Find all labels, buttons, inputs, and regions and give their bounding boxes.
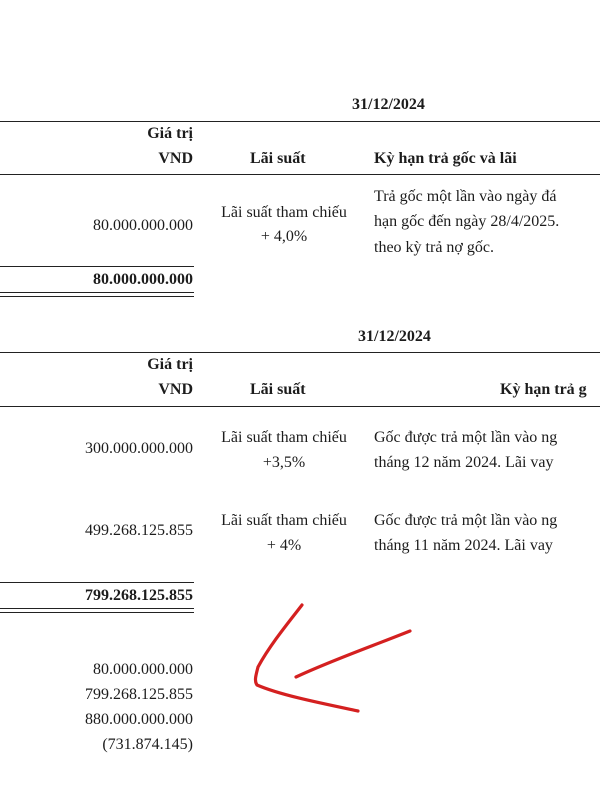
table1-header-rule — [0, 174, 600, 175]
summary-value-4: (731.874.145) — [102, 736, 193, 753]
table1-row-term-line3: theo kỳ trả nợ gốc. — [374, 239, 494, 256]
table1-row-term-line1: Trả gốc một lần vào ngày đá — [374, 188, 557, 205]
table2-total-double-rule-a — [0, 608, 194, 609]
table1-date: 31/12/2024 — [352, 96, 425, 113]
table2-row1-rate-line1: Lãi suất tham chiếu — [221, 429, 347, 446]
table2-header-rate: Lãi suất — [250, 381, 306, 398]
table1-total-top-rule — [0, 266, 194, 267]
table2-total-top-rule — [0, 582, 194, 583]
table2-header-term: Kỳ hạn trả g — [500, 381, 587, 398]
table2-date: 31/12/2024 — [358, 328, 431, 345]
table2-row2-value: 499.268.125.855 — [85, 522, 193, 539]
table1-header-rate: Lãi suất — [250, 150, 306, 167]
table1-header-term: Kỳ hạn trả gốc và lãi — [374, 150, 517, 167]
table1-total: 80.000.000.000 — [93, 271, 193, 288]
table1-header-value-line2: VND — [158, 150, 193, 167]
table2-header-rule — [0, 406, 600, 407]
table2-header-value-line1: Giá trị — [147, 356, 193, 373]
table1-header-value-line1: Giá trị — [147, 125, 193, 142]
table1-row-rate-line2: + 4,0% — [260, 228, 308, 245]
table2-row2-rate-line1: Lãi suất tham chiếu — [221, 512, 347, 529]
table2-row1-value: 300.000.000.000 — [85, 440, 193, 457]
table2-row1-term-line2: tháng 12 năm 2024. Lãi vay — [374, 454, 554, 471]
table2-total: 799.268.125.855 — [85, 587, 193, 604]
table1-row-term-line2: hạn gốc đến ngày 28/4/2025. — [374, 213, 560, 230]
table2-row1-rate-line2: +3,5% — [262, 454, 306, 471]
table1-total-double-rule-b — [0, 296, 194, 297]
table2-total-double-rule-b — [0, 612, 194, 613]
table1-row-value: 80.000.000.000 — [93, 217, 193, 234]
table2-row2-term-line2: tháng 11 năm 2024. Lãi vay — [374, 537, 553, 554]
table2-top-rule — [0, 352, 600, 353]
summary-value-1: 80.000.000.000 — [93, 661, 193, 678]
table2-header-value-line2: VND — [158, 381, 193, 398]
table1-total-double-rule-a — [0, 292, 194, 293]
table1-top-rule — [0, 121, 600, 122]
table2-row2-rate-line2: + 4% — [266, 537, 302, 554]
arrow-shaft-stroke — [296, 631, 410, 677]
red-arrow-annotation — [240, 595, 440, 725]
table2-row2-term-line1: Gốc được trả một lần vào ng — [374, 512, 558, 529]
summary-value-3: 880.000.000.000 — [85, 711, 193, 728]
table2-row1-term-line1: Gốc được trả một lần vào ng — [374, 429, 558, 446]
table1-row-rate-line1: Lãi suất tham chiếu — [221, 204, 347, 221]
summary-value-2: 799.268.125.855 — [85, 686, 193, 703]
